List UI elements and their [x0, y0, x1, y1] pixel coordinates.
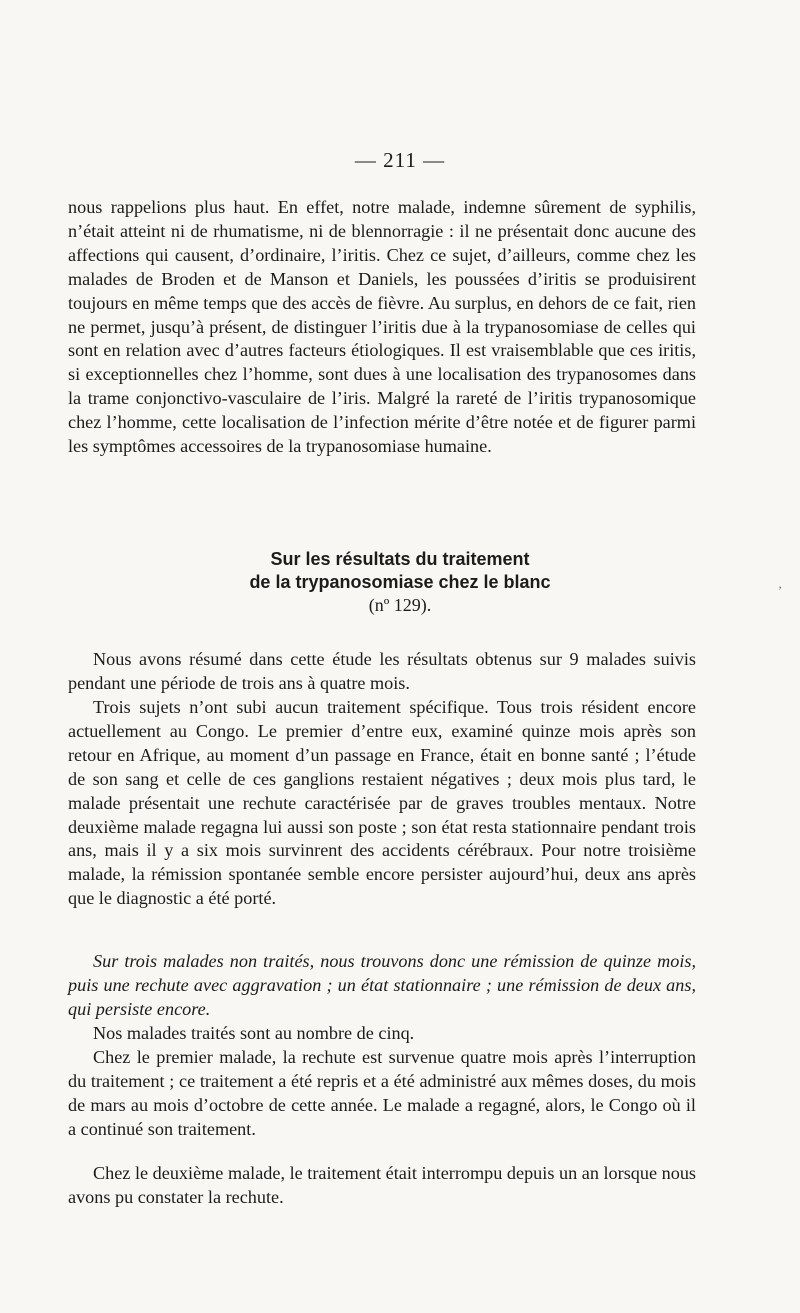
- section-heading-line-1: Sur les résultats du traitement: [270, 549, 530, 569]
- section-reference: (nº 129).: [368, 595, 432, 615]
- margin-mark: ’: [778, 583, 782, 597]
- paragraph-iritis: nous rappelions plus haut. En effet, notre malade, indemne sûrement de syphilis, n’était atteint ni de rhumatisme, ni de blennorragie : il ne présentait donc aucune des affections qui causent, d’ordinaire, l’iritis. Chez ce sujet, d’ailleurs, comme chez les malades de Broden et de Manson et Daniels, les poussées d’iritis se produisirent toujours en même temps que des accès de fièvre. Au surplus, en dehors de ce fait, rien ne permet, jusqu’à présent, de distinguer l’iritis due à la trypanosomiase de celles qui sont en relation avec d’autres facteurs étiologiques. Il est vraisemblable que ces iritis, si exceptionnelles chez l’homme, sont dues à une localisation des trypanosomes dans la trame conjonctivo-vasculaire de l’iris. Malgré la rareté de l’iritis trypanosomique chez l’homme, cette localisation de l’infection mérite d’être notée et de figurer parmi les symptômes accessoires de la trypanosomiase humaine.: [68, 197, 696, 457]
- paragraph-first-treated: Chez le premier malade, la rechute est survenue quatre mois après l’interruption du traitement ; ce traitement a été repris et a été administré aux mêmes doses, du mois de mars au mois d’octobre de cette année. Le malade a regagné, alors, le Congo où il a continué son traitement.: [68, 1047, 696, 1139]
- paragraph-second-treated: Chez le deuxième malade, le traitement était interrompu depuis un an lorsque nous avons pu constater la rechute.: [68, 1163, 696, 1207]
- section-heading-line-2: de la trypanosomiase chez le blanc: [249, 572, 551, 592]
- page-number: — 211 —: [354, 148, 446, 172]
- paragraph-untreated: Trois sujets n’ont subi aucun traitement spécifique. Tous trois résident encore actuellement au Congo. Le premier d’entre eux, examiné quinze mois après son retour en Afrique, au moment d’un passage en France, était en bonne santé ; l’étude de son sang et celle de ces ganglions restaient négatives ; deux mois plus tard, le malade présentait une rechute caractérisée par de graves troubles mentaux. Notre deuxième malade regagna lui aussi son poste ; son état resta stationnaire pendant trois ans, mais il y a six mois survinrent des accidents cérébraux. Pour notre troisième malade, la rémission spontanée semble encore persister aujourd’hui, deux ans après que le diagnostic a été porté.: [68, 697, 696, 909]
- paragraph-treated-count: Nos malades traités sont au nombre de cinq.: [93, 1023, 415, 1043]
- paragraph-untreated-summary: Sur trois malades non traités, nous trouvons donc une rémission de quinze mois, puis une rechute avec aggravation ; un état stationnaire ; une rémission de deux ans, qui persiste encore.: [68, 951, 696, 1019]
- paragraph-summary: Nous avons résumé dans cette étude les résultats obtenus sur 9 malades suivis pendant une période de trois ans à quatre mois.: [68, 649, 696, 693]
